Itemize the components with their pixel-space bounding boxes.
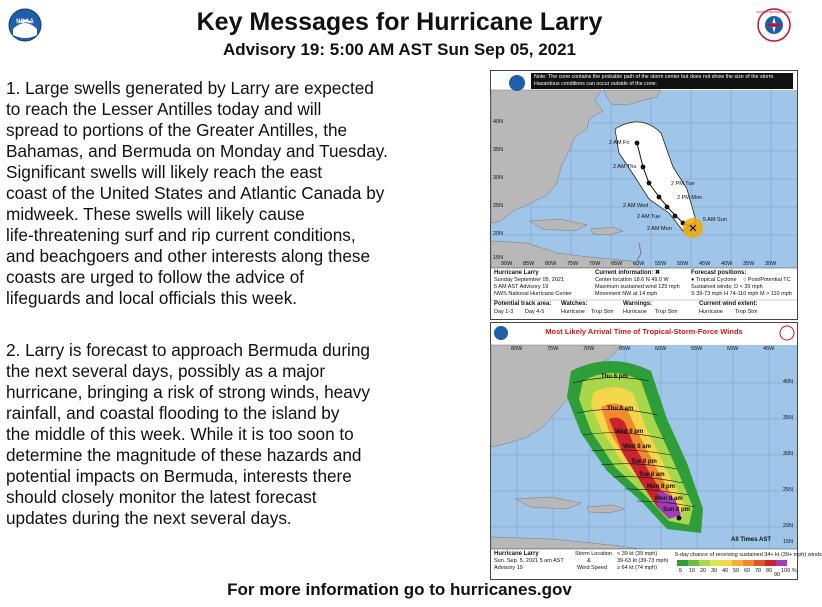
wind-speed-label: Wind Speed <box>577 565 607 571</box>
message-line: determine the magnitude of these hazards and <box>6 445 362 465</box>
lon-label: 65W <box>619 346 631 352</box>
lon-label: 30W <box>765 261 777 267</box>
lon-label: 35W <box>743 261 755 267</box>
message-line: Significant swells will likely reach the east <box>6 162 323 182</box>
lat-label: 25N <box>493 203 504 209</box>
all-times-label: All Times AST <box>731 537 772 543</box>
arrival-label: Wed 8 am <box>623 444 651 450</box>
prob-color-scale <box>677 560 787 566</box>
scale-value: 70 <box>755 568 762 574</box>
and-label: & <box>587 558 591 564</box>
storm-location-label: Storm Location <box>575 551 612 557</box>
warnings-label: Warnings: <box>623 301 653 307</box>
page-title: Key Messages for Hurricane Larry <box>196 8 603 36</box>
warn-hurricane: Hurricane <box>623 309 647 315</box>
message-line: 2. Larry is forecast to approach Bermuda during <box>6 340 370 360</box>
lon-label: 55W <box>655 261 667 267</box>
lat-label: 40N <box>783 379 794 385</box>
lat-label: 20N <box>493 231 504 237</box>
forecast-title: Forecast positions: <box>691 270 747 276</box>
message-line: updates during the next several days. <box>6 508 292 528</box>
message-line: the next several days, possibly as a major <box>6 361 326 381</box>
lat-label: 20N <box>783 523 794 529</box>
nws-logo-text: NATIONAL WEATHER SERVICE <box>756 11 792 14</box>
extent-tropstm: Trop Stm <box>735 309 758 315</box>
lon-label: 75W <box>547 346 559 352</box>
arrival-label: Thu 8 pm <box>601 374 628 380</box>
storm-name: Hurricane Larry <box>494 551 539 557</box>
message-line: the middle of this week. While it is too soon to <box>6 424 354 444</box>
arrival-time-map <box>490 322 822 580</box>
forecast-cone-map <box>490 70 798 320</box>
lon-label: 75W <box>567 261 579 267</box>
day13-label: Day 1-3 <box>494 309 514 315</box>
scale-value: 5 <box>679 568 683 574</box>
message-line: hurricane, bringing a risk of strong winds, heavy <box>6 382 370 402</box>
message-line: spread to portions of the Greater Antilles, the <box>6 120 348 140</box>
watch-hurricane: Hurricane <box>561 309 585 315</box>
message-line: to reach the Lesser Antilles today and will <box>6 99 322 119</box>
lon-label: 50W <box>727 346 739 352</box>
track-area-label: Potential track area: <box>494 301 552 307</box>
scale-value: 50 <box>733 568 740 574</box>
lon-label: 50W <box>677 261 689 267</box>
lat-label: 35N <box>783 415 794 421</box>
message-line: 1. Large swells generated by Larry are expected <box>6 78 374 98</box>
storm-center: NWS National Hurricane Center <box>494 291 572 297</box>
storm-name: Hurricane Larry <box>494 270 539 276</box>
watches-label: Watches: <box>561 301 588 307</box>
scale-value: 100 % <box>781 568 797 574</box>
lat-label: 30N <box>493 175 504 181</box>
message-line: and beachgoers and other interests along these <box>6 246 371 266</box>
message-line: potential impacts on Bermuda, interests there <box>6 466 352 486</box>
lon-label: 90W <box>501 261 513 267</box>
current-info-title: Current information: ✖ <box>595 270 661 276</box>
track-label: 2 AM Tue <box>637 214 661 220</box>
scale-value: 20 <box>700 568 707 574</box>
track-label: 2 AM Thu <box>613 164 637 170</box>
scale-value: 30 <box>711 568 718 574</box>
extent-hurricane: Hurricane <box>699 309 723 315</box>
scale-value: 60 <box>744 568 751 574</box>
arrival-label: Wed 8 pm <box>615 429 644 435</box>
arrival-label: Sun 8 pm <box>663 507 691 513</box>
forecast-winds: Sustained winds: D < 39 mph <box>691 284 763 290</box>
forecast-post: ○ Post/Potential TC <box>743 277 791 283</box>
wind-extent-label: Current wind extent: <box>699 301 758 307</box>
legend-hurricane: ≥ 64 kt (74 mph) <box>617 565 658 571</box>
track-label: 2 PM Mon <box>677 195 703 201</box>
forecast-tc: ● Tropical Cyclone <box>691 277 737 283</box>
message-line: Bahamas, and Bermuda on Monday and Tuesday. <box>6 141 388 161</box>
warn-tropstm: Trop Stm <box>655 309 678 315</box>
lon-label: 60W <box>655 346 667 352</box>
lat-label: 30N <box>783 451 794 457</box>
watch-tropstm: Trop Stm <box>591 309 614 315</box>
storm-advisory: Advisory 19 <box>494 565 523 571</box>
message-line: should closely monitor the latest forecast <box>6 487 317 507</box>
forecast-cats: S 39-73 mph H 74-110 mph M > 110 mph <box>691 291 792 297</box>
arrival-label: Tue 8 am <box>639 472 665 478</box>
storm-location <box>677 516 682 521</box>
track-label: 5 AM Sun <box>703 217 727 223</box>
scale-value: 10 <box>689 568 696 574</box>
arrival-label: Tue 8 pm <box>631 459 657 465</box>
lon-label: 45W <box>699 261 711 267</box>
message-line: coast of the United States and Atlantic Canada by <box>6 183 385 203</box>
day45-label: Day 4-5 <box>525 309 545 315</box>
track-label: 2 PM Tue <box>671 181 695 187</box>
lat-label: 15N <box>493 255 504 261</box>
legend-tropstm: 39-63 kt (39-73 mph) <box>617 558 669 564</box>
nws-logo <box>757 8 791 42</box>
storm-date: Sun. Sep. 5, 2021 5 am AST <box>494 558 564 564</box>
lon-label: 40W <box>721 261 733 267</box>
message-line: life-threatening surf and rip current conditions, <box>6 225 356 245</box>
current-movement: Movement NW at 14 mph <box>595 291 658 297</box>
lon-label: 55W <box>691 346 703 352</box>
scale-value: 90 <box>774 572 781 578</box>
footer-info: For more information go to hurricanes.gov <box>227 580 572 599</box>
storm-advisory: 5 AM AST Advisory 19 <box>494 284 549 290</box>
track-label: 2 AM Fri <box>609 140 630 146</box>
lon-label: 85W <box>523 261 535 267</box>
noaa-logo-text: NOAA <box>16 19 34 25</box>
lon-label: 80W <box>511 346 523 352</box>
message-line: lifeguards and local officials this week. <box>6 288 298 308</box>
track-label: 2 AM Mon <box>647 226 672 232</box>
lon-label: 65W <box>611 261 623 267</box>
scale-title: 5-day chance of receiving sustained 34+ kt (39+ mph) winds <box>675 552 822 558</box>
message-line: coasts are urged to follow the advice of <box>6 267 305 287</box>
lat-label: 35N <box>493 147 504 153</box>
lon-label: 60W <box>633 261 645 267</box>
lat-label: 40N <box>493 119 504 125</box>
track-label: 2 AM Wed <box>623 203 649 209</box>
noaa-small-logo <box>509 75 525 91</box>
lat-label: 15N <box>783 539 794 545</box>
scale-value: 80 <box>766 568 773 574</box>
key-message-2 <box>6 340 480 529</box>
arrival-label: Mon 8 pm <box>647 484 675 490</box>
lon-label: 45W <box>763 346 775 352</box>
legend-weak: < 39 kt (39 mph) <box>617 551 658 557</box>
lon-label: 70W <box>583 346 595 352</box>
cone-note: Note: The cone contains the probable path of the storm center but does not show the size of the storm. Hazardous conditions can occur outside of the cone. <box>531 73 793 89</box>
lon-label: 80W <box>545 261 557 267</box>
arrival-label: Thu 8 am <box>607 406 634 412</box>
lat-label: 25N <box>783 487 794 493</box>
advisory-subtitle: Advisory 19: 5:00 AM AST Sun Sep 05, 2021 <box>222 40 577 59</box>
message-line: rainfall, and coastal flooding to the island by <box>6 403 340 423</box>
storm-date: Sunday September 05, 2021 <box>494 277 565 283</box>
scale-value: 40 <box>722 568 729 574</box>
current-wind: Maximum sustained wind 125 mph <box>595 284 680 290</box>
message-line: midweek. These swells will likely cause <box>6 204 305 224</box>
arrival-label: Mon 8 am <box>655 496 683 502</box>
lon-label: 70W <box>589 261 601 267</box>
arrival-map-title: Most Likely Arrival Time of Tropical-Storm-Force Winds <box>545 327 743 336</box>
key-message-1 <box>6 78 480 309</box>
current-center: Center location 18.6 N 49.0 W <box>595 277 669 283</box>
